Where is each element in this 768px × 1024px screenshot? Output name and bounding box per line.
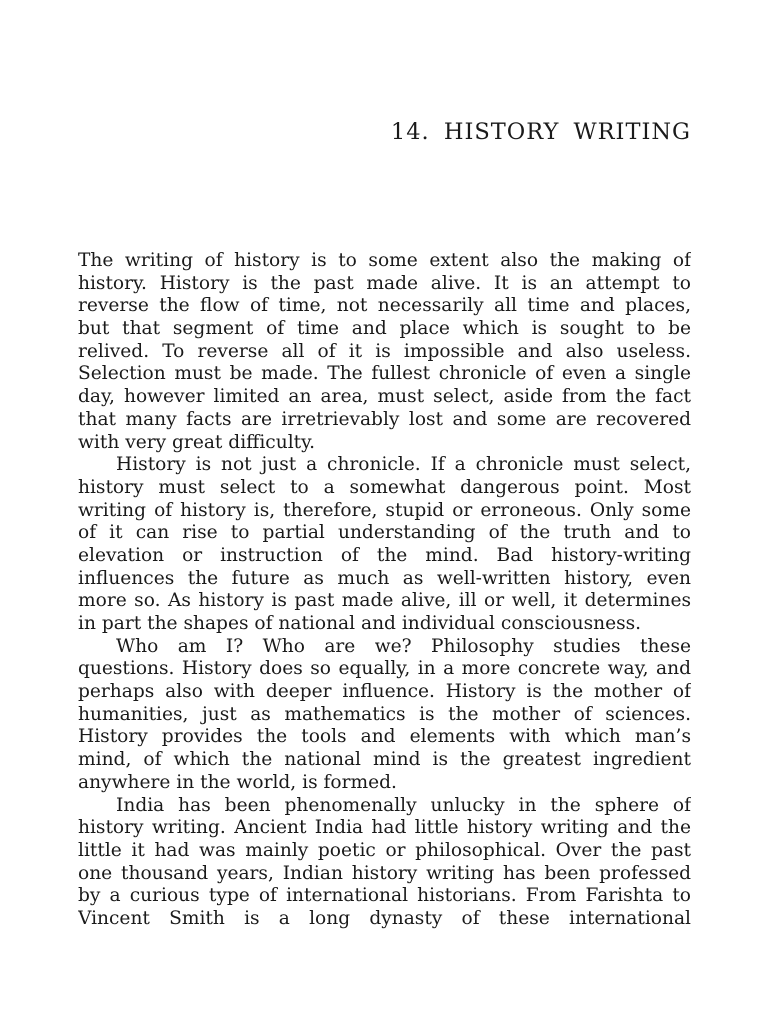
- text-line: one thousand years, Indian history writing has been professed: [78, 862, 691, 884]
- text-line: history. History is the past made alive. It is an attempt to: [78, 272, 691, 294]
- body-text: [78, 250, 691, 931]
- text-line: writing of history is, therefore, stupid or erroneous. Only some: [78, 499, 691, 521]
- text-line: perhaps also with deeper influence. History is the mother of: [78, 681, 691, 703]
- chapter-title: 14. HISTORY WRITING: [390, 119, 691, 145]
- text-line: reverse the flow of time, not necessarily all time and places,: [78, 295, 691, 317]
- paragraph-first-line: Who am I? Who are we? Philosophy studies these: [116, 635, 691, 657]
- text-line: elevation or instruction of the mind. Bad history-writing: [78, 544, 691, 566]
- text-line: by a curious type of international historians. From Farishta to: [78, 885, 691, 907]
- text-line: influences the future as much as well-written history, even: [78, 567, 691, 589]
- text-line: with very great difficulty.: [78, 431, 316, 453]
- text-line: in part the shapes of national and individual consciousness.: [78, 613, 642, 634]
- text-line: questions. History does so equally, in a more concrete way, and: [78, 658, 691, 680]
- text-line: but that segment of time and place which is sought to be: [78, 318, 691, 340]
- text-line: that many facts are irretrievably lost and some are recovered: [78, 408, 691, 430]
- text-line: History provides the tools and elements with which man’s: [78, 726, 691, 748]
- text-line: relived. To reverse all of it is impossible and also useless.: [78, 340, 691, 362]
- text-line: The writing of history is to some extent also the making of: [78, 250, 691, 271]
- text-line: day, however limited an area, must select, aside from the fact: [78, 386, 691, 408]
- text-line: mind, of which the national mind is the greatest ingredient: [78, 749, 691, 771]
- text-line: little it had was mainly poetic or philosophical. Over the past: [78, 839, 691, 861]
- text-line: humanities, just as mathematics is the mother of sciences.: [78, 703, 691, 725]
- text-line: anywhere in the world, is formed.: [78, 771, 397, 793]
- paragraph-first-line: India has been phenomenally unlucky in the sphere of: [116, 794, 691, 816]
- text-line: history writing. Ancient India had little history writing and the: [78, 817, 691, 839]
- text-line: of it can rise to partial understanding of the truth and to: [78, 522, 691, 544]
- text-line: Selection must be made. The fullest chronicle of even a single: [78, 363, 691, 385]
- text-line: Vincent Smith is a long dynasty of these international: [78, 907, 691, 929]
- text-line: more so. As history is past made alive, ill or well, it determines: [78, 590, 691, 612]
- paragraph-first-line: History is not just a chronicle. If a chronicle must select,: [116, 454, 691, 476]
- text-line: history must select to a somewhat dangerous point. Most: [78, 476, 691, 498]
